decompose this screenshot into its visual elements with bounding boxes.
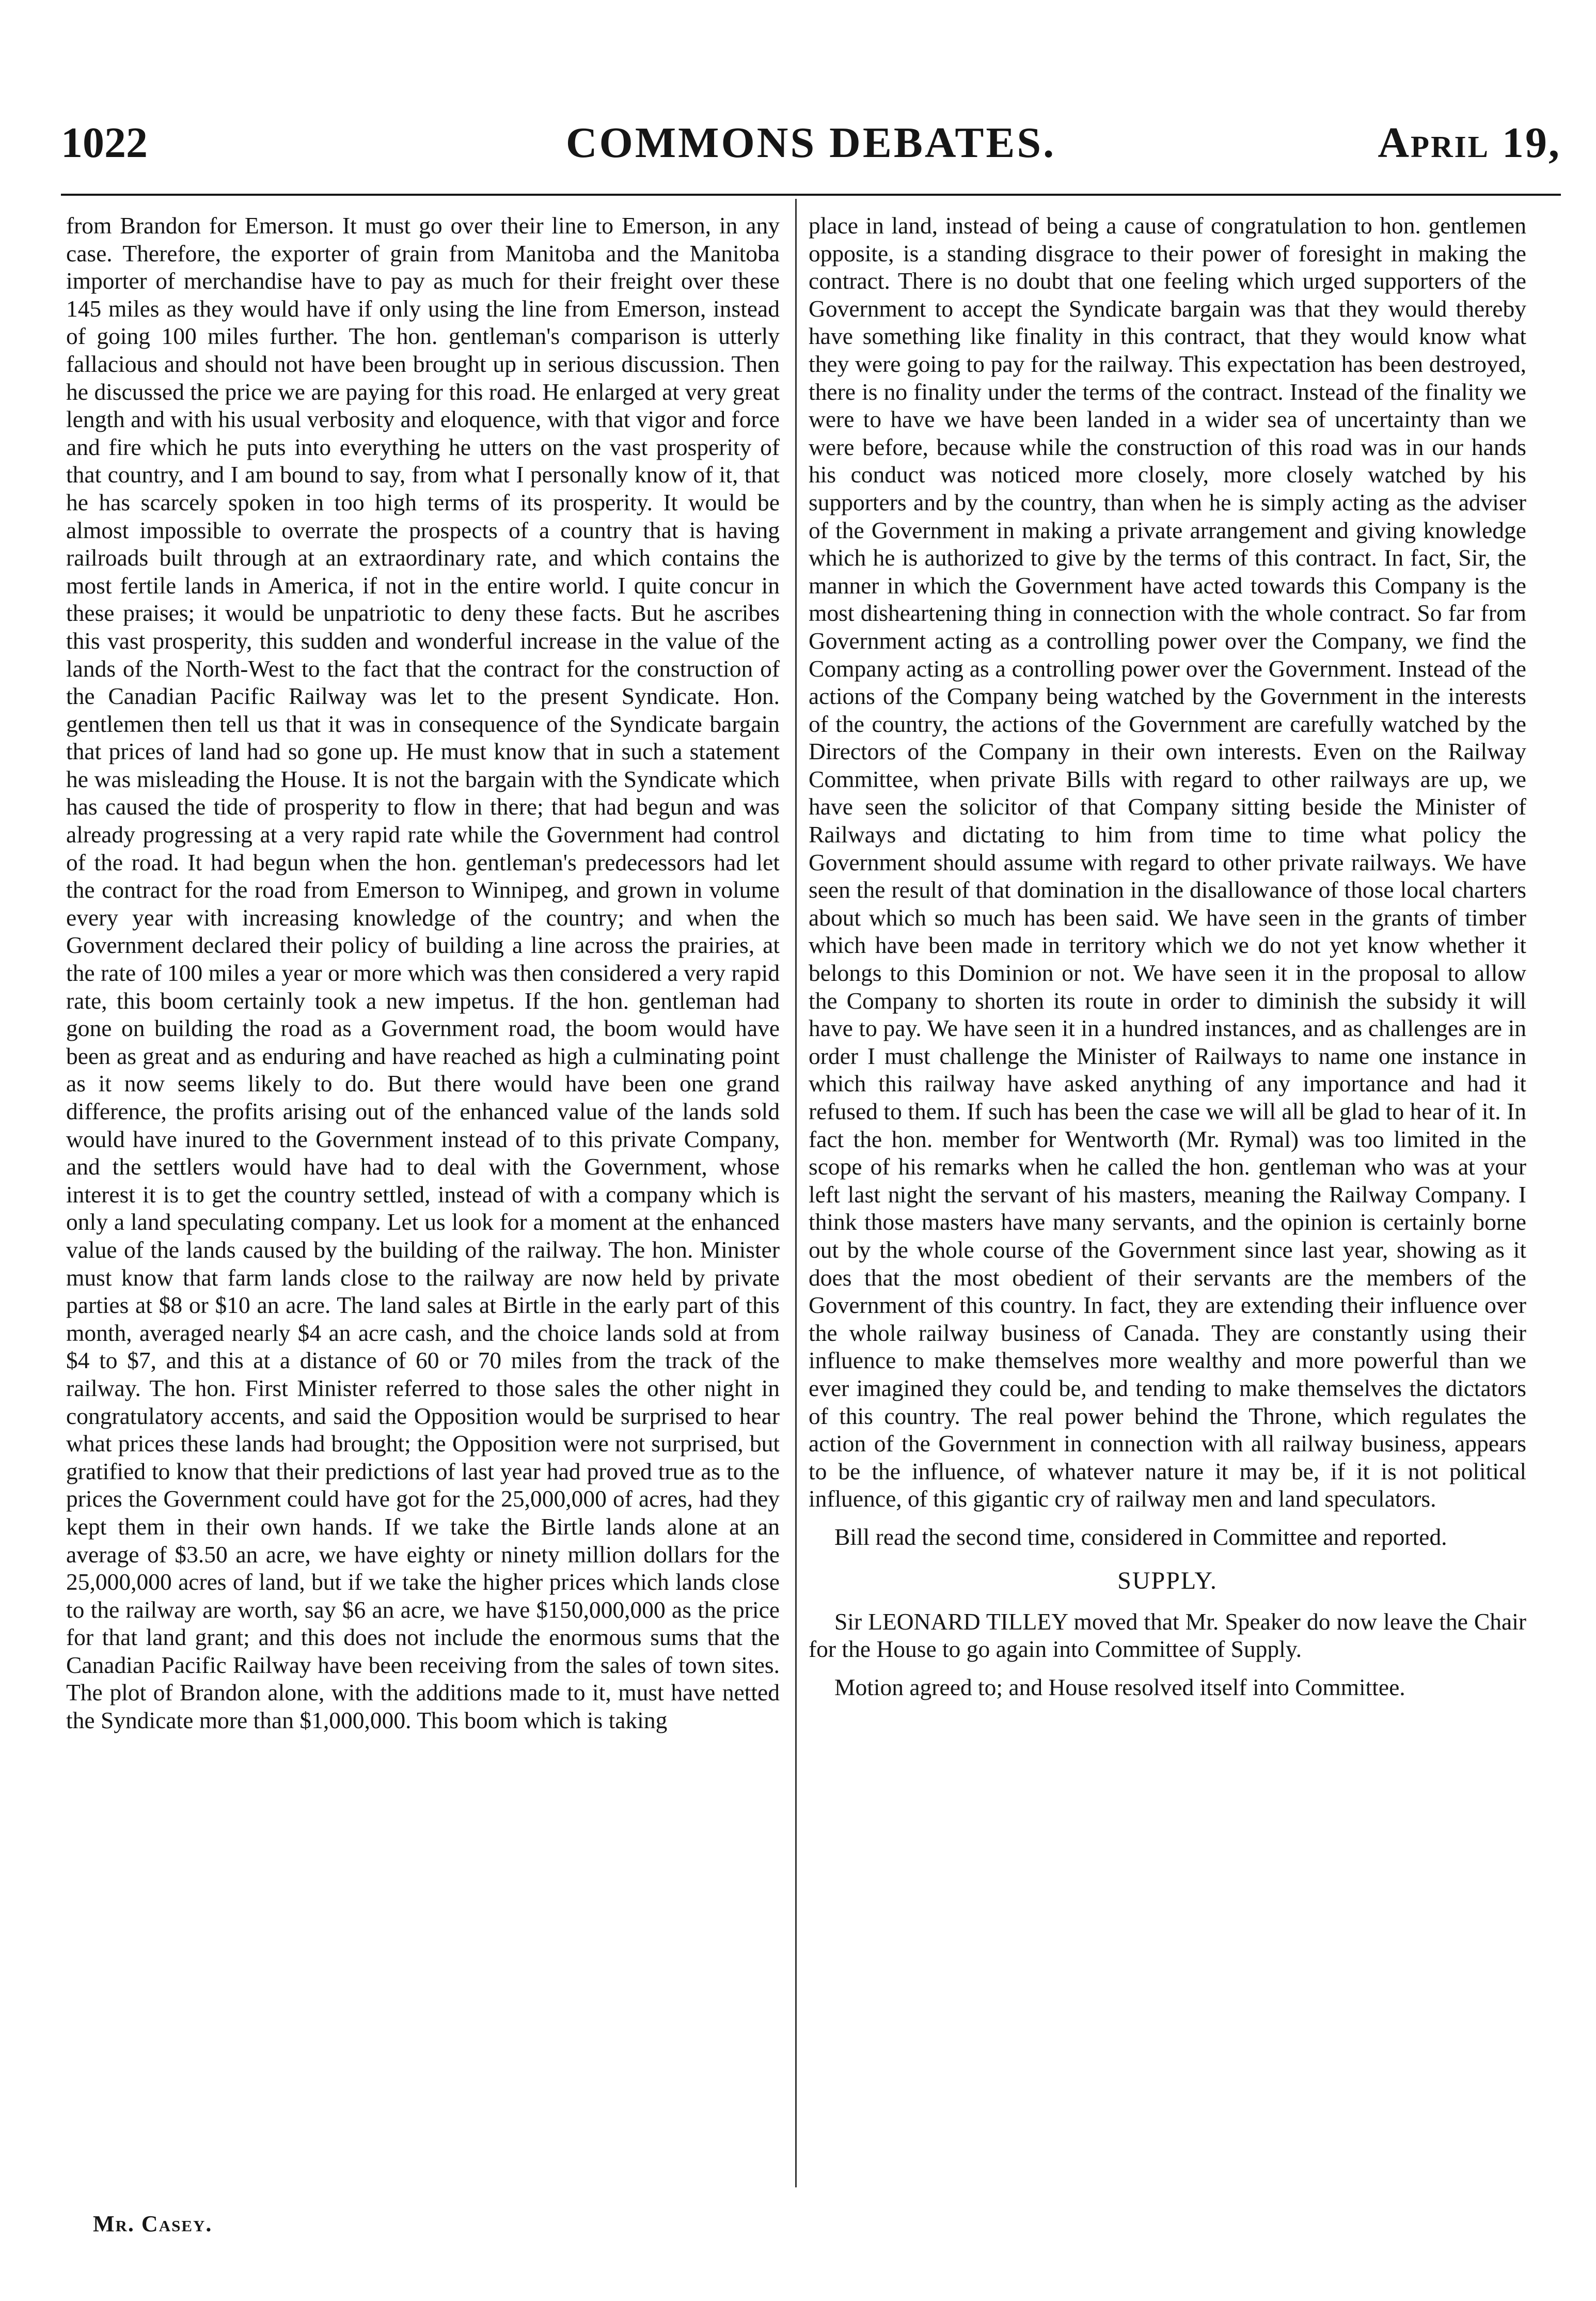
left-column-text: from Brandon for Emerson. It must go over their line to Emerson, in any case. Therefore, the exporter of grain from Manitoba and the Manitoba importer of merchandise have to pay as much for their freight over these 145 miles as they would have if only using the line from Emerson, instead of going 100 miles further. The hon. gentleman's comparison is utterly fallacious and should not have been brought up in serious discussion. Then he discussed the price we are paying for this road. He enlarged at very great length and with his usual verbosity and eloquence, with that vigor and force and fire which he puts into everything he utters on the vast prosperity of that country, and I am bound to say, from what I personally know of it, that he has scarcely spoken in too high terms of its prosperity. It would be almost impossible to overrate the prospects of a country that is having railroads built through at an extraordinary rate, and which contains the most fertile lands in America, if not in the entire world. I quite concur in these praises; it would be unpatriotic to deny these facts. But he ascribes this vast prosperity, this sudden and wonderful increase in the value of the lands of the North-West to the fact that the contract for the construction of the Canadian Pacific Railway was let to the present Syndicate. Hon. gentlemen then tell us that it was in consequence of the Syndicate bargain that prices of land had so gone up. He must know that in such a statement he was misleading the House. It is not the bargain with the Syndicate which has caused the tide of prosperity to flow in there; that had begun and was already progressing at a very rapid rate while the Government had control of the road. It had begun when the hon. gentleman's predecessors had let the contract for the road from Emerson to Winnipeg, and grown in volume every year with increasing knowledge of the country; and when the Government declared their policy of building a line across the prairies, at the rate of 100 miles a year or more which was then considered a very rapid rate, this boom certainly took a new impetus. If the hon. gentleman had gone on building the road as a Government road, the boom would have been as great and as enduring and have reached as high a culminating point as it now seems likely to do. But there would have been one grand difference, the profits arising out of the enhanced value of the lands sold would have inured to the Government instead of to this private Company, and the settlers would have had to deal with the Government, whose interest it is to get the country settled, instead of with a company which is only a land speculating company. Let us look for a moment at the enhanced value of the lands caused by the building of the railway. The hon. Minister must know that farm lands close to the railway are now held by private parties at $8 or $10 an acre. The land sales at Birtle in the early part of this month, averaged nearly $4 an acre cash, and the choice lands sold at from $4 to $7, and this at a distance of 60 or 70 miles from the track of the railway. The hon. First Minister referred to those sales the other night in congratulatory accents, and said the Opposition would be surprised to hear what prices these lands had brought; the Opposition were not surprised, but gratified to know that their predictions of last year had proved true as to the prices the Government could have got for the 25,000,000 of acres, had they kept them in their own hands. If we take the Birtle lands alone at an average of $3.50 an acre, we have eighty or ninety million dollars for the 25,000,000 acres of land, but if we take the higher prices which lands close to the railway are worth, say $6 an acre, we have $150,000,000 as the price for that land grant; and this does not include the enormous sums that the Canadian Pacific Railway have been receiving from the sales of town sites. The plot of Brandon alone, with the additions made to it, must have netted the Syndicate more than $1,000,000. This boom which is taking — [66, 212, 780, 1734]
running-title: COMMONS DEBATES. — [565, 119, 1056, 167]
right-column-text: place in land, instead of being a cause of congratulation to hon. gentlemen opposite, is a standing disgrace to their power of foresight in making the contract. There is no doubt that one feeling which urged supporters of the Government to accept the Syndicate bargain was that they would thereby have something like finality in this contract, that they would know what they were going to pay for the railway. This expectation has been destroyed, there is no finality under the terms of the contract. Instead of the finality we were to have we have been landed in a wider sea of uncertainty than we were before, because while the construction of this road was in our hands his conduct was noticed more closely, more closely watched by his supporters and by the country, than when he is simply acting as the adviser of the Government in making a private arrangement and giving knowledge which he is authorized to give by the terms of this contract. In fact, Sir, the manner in which the Government have acted towards this Company is the most disheartening thing in connection with the whole contract. So far from Government acting as a controlling power over the Company, we find the Company acting as a controlling power over the Government. Instead of the actions of the Company being watched by the Government in the interests of the country, the actions of the Government are carefully watched by the Directors of the Company in their own interests. Even on the Railway Committee, when private Bills with regard to other railways are up, we have seen the solicitor of that Company sitting beside the Minister of Railways and dictating to him from time to time what policy the Government should assume with regard to other private railways. We have seen the result of that domination in the disallowance of those local charters about which so much has been said. We have seen in the grants of timber which have been made in territory which we do not yet know whether it belongs to this Dominion or not. We have seen it in the proposal to allow the Company to shorten its route in order to diminish the subsidy it will have to pay. We have seen it in a hundred instances, and as challenges are in order I must challenge the Minister of Railways to name one instance in which this railway have asked anything of any importance and had it refused to them. If such has been the case we will all be glad to hear of it. In fact the hon. member for Wentworth (Mr. Rymal) was too limited in the scope of his remarks when he called the hon. gentleman who was at your left last night the servant of his masters, meaning the Railway Company. I think those masters have many servants, and the opinion is certainly borne out by the whole course of the Government since last year, showing as it does that the most obedient of their servants are the members of the Government of this country. In fact, they are extending their influence over the whole railway business of Canada. They are constantly using their influence to make themselves more wealthy and more powerful than we ever imagined they could be, and tending to make themselves the dictators of this country. The real power behind the Throne, which regulates the action of the Government in connection with all railway business, appears to be the influence, of whatever nature it may be, if it is not political influence, of this gigantic cry of railway men and land speculators. — [809, 212, 1526, 1512]
left-column — [66, 212, 780, 1734]
motion-result: Motion agreed to; and House resolved itself into Committee. — [834, 1673, 1405, 1700]
column-divider — [795, 199, 797, 2187]
footer-attribution: Mr. Casey. — [93, 2211, 213, 2236]
supply-motion: Sir LEONARD TILLEY moved that Mr. Speaker do now leave the Chair for the House to go again into Committee of Supply. — [809, 1608, 1526, 1663]
section-heading-supply: SUPPLY. — [1117, 1567, 1218, 1594]
header-rule — [61, 194, 1561, 196]
page-number: 1022 — [61, 119, 148, 167]
bill-note: Bill read the second time, considered in Committee and reported. — [834, 1523, 1447, 1550]
header-date: April 19, — [1378, 119, 1561, 167]
page-header — [61, 115, 1561, 171]
right-column — [809, 212, 1526, 1701]
